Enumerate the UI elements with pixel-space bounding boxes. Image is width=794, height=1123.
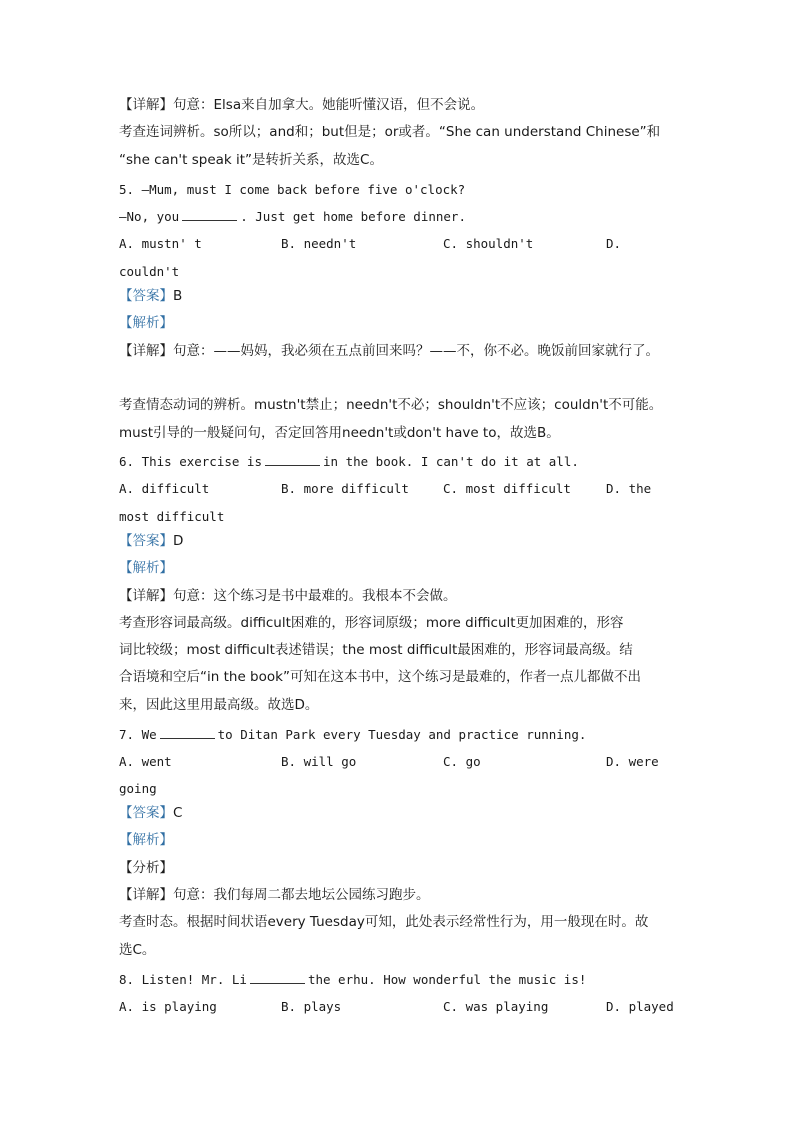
q6-option-b: B. more difficult xyxy=(281,481,409,496)
q6-analysis-line4: 来，因此这里用最高级。故选D。 xyxy=(119,697,319,713)
q7-detail: 【详解】句意：我们每周二都去地坛公园练习跑步。 xyxy=(119,887,430,903)
q7-fenxi-label: 【分析】 xyxy=(119,860,173,876)
q7-option-c: C. go xyxy=(443,754,481,769)
q5-option-a: A. mustn' t xyxy=(119,236,202,251)
q4-analysis-line2: “she can't speak it”是转折关系，故选C。 xyxy=(119,152,383,168)
q7-analysis-line1: 考查时态。根据时间状语every Tuesday可知，此处表示经常性行为，用一般现在时。故 xyxy=(119,914,649,930)
q5-option-d-wrap: couldn't xyxy=(119,264,180,279)
q6-option-d-wrap: most difficult xyxy=(119,509,225,524)
q6-jiexi-label: 【解析】 xyxy=(119,560,173,576)
q5-stem-line2: —No, you . Just get home before dinner. xyxy=(119,209,466,224)
q4-detail: 【详解】句意：Elsa来自加拿大。她能听懂汉语，但不会说。 xyxy=(119,97,485,113)
q8-option-b: B. plays xyxy=(281,999,342,1014)
q6-option-c: C. most difficult xyxy=(443,481,571,496)
q5-answer: 【答案】B xyxy=(119,288,183,304)
q6-analysis-line3: 合语境和空后“in the book”可知在这本书中，这个练习是最难的，作者一点儿都做不出 xyxy=(119,669,641,685)
q6-answer: 【答案】D xyxy=(119,533,184,549)
q7-analysis-line2: 选C。 xyxy=(119,942,156,958)
q5-analysis-line2: must引导的一般疑问句，否定回答用needn't或don't have to，故选B。 xyxy=(119,425,560,441)
q5-option-b: B. needn't xyxy=(281,236,357,251)
q7-option-b: B. will go xyxy=(281,754,357,769)
q7-option-d: D. were xyxy=(606,754,659,769)
q6-analysis-line2: 词比较级；most difficult表述错误；the most difficult最困难的，形容词最高级。结 xyxy=(119,642,633,658)
q6-analysis-line1: 考查形容词最高级。difficult困难的，形容词原级；more difficult更加困难的，形容 xyxy=(119,615,624,631)
answer-label: 【答案】 xyxy=(119,805,173,821)
q8-option-d: D. played xyxy=(606,999,674,1014)
q5-option-d: D. xyxy=(606,236,622,251)
q6-option-d: D. the xyxy=(606,481,652,496)
q6-option-a: A. difficult xyxy=(119,481,210,496)
q7-stem: 7. We to Ditan Park every Tuesday and practice running. xyxy=(119,727,587,742)
answer-label: 【答案】 xyxy=(119,533,173,549)
answer-label: 【答案】 xyxy=(119,288,173,304)
q7-jiexi-label: 【解析】 xyxy=(119,832,173,848)
q5-jiexi-label: 【解析】 xyxy=(119,315,173,331)
q4-analysis-line1: 考查连词辨析。so所以；and和；but但是；or或者。“She can understand Chinese”和 xyxy=(119,124,661,140)
q8-stem: 8. Listen! Mr. Li the erhu. How wonderful the music is! xyxy=(119,972,587,987)
q5-detail: 【详解】句意：——妈妈，我必须在五点前回来吗？——不，你不必。晚饭前回家就行了。 xyxy=(119,343,659,359)
q8-option-c: C. was playing xyxy=(443,999,549,1014)
q7-answer: 【答案】C xyxy=(119,805,183,821)
q5-stem-line1: 5. —Mum, must I come back before five o'clock? xyxy=(119,182,466,197)
q7-option-a: A. went xyxy=(119,754,172,769)
q5-analysis-line1: 考查情态动词的辨析。mustn't禁止；needn't不必；shouldn't不应该；couldn't不可能。 xyxy=(119,397,663,413)
q6-stem: 6. This exercise is in the book. I can't do it at all. xyxy=(119,454,579,469)
q8-option-a: A. is playing xyxy=(119,999,217,1014)
q6-detail: 【详解】句意：这个练习是书中最难的。我根本不会做。 xyxy=(119,588,457,604)
q7-option-d-wrap: going xyxy=(119,781,157,796)
q5-option-c: C. shouldn't xyxy=(443,236,534,251)
